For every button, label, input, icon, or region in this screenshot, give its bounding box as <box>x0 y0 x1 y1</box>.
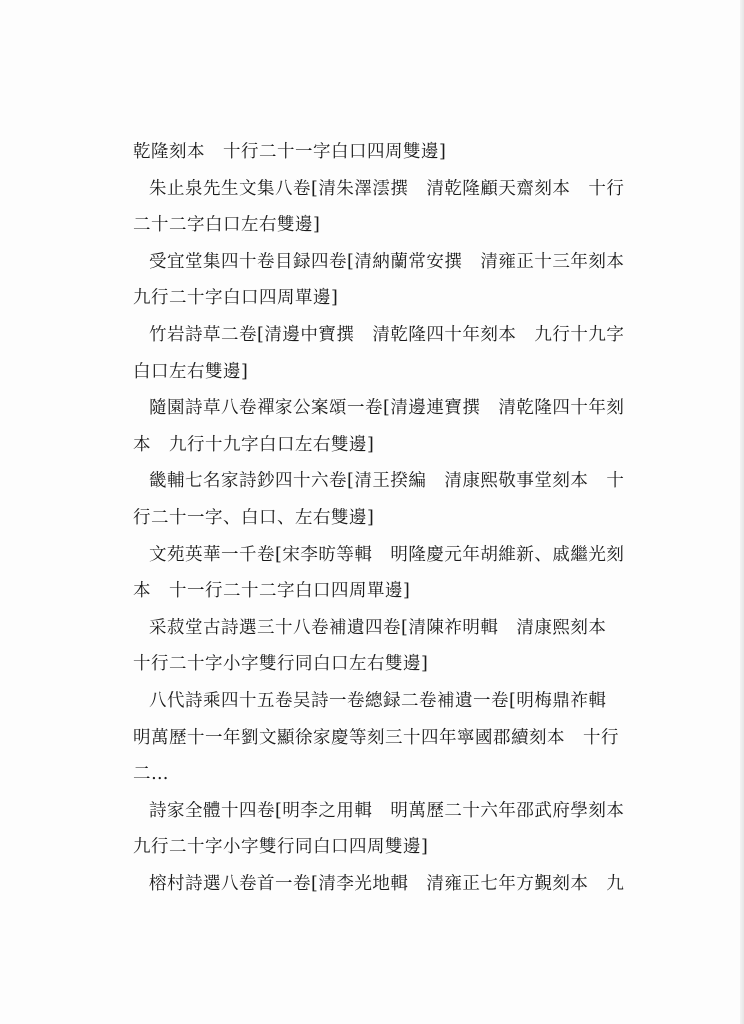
text-line: 本 十一行二十二字白口四周單邊] <box>133 581 411 602</box>
text-line: 文苑英華一千卷[宋李昉等輯 明隆慶元年胡維新、戚繼光刻 <box>149 544 625 565</box>
text-line: 畿輔七名家詩鈔四十六卷[清王揆編 清康熙敬事堂刻本 十 <box>149 471 625 492</box>
text-line: 二十二字白口左右雙邊] <box>133 215 321 236</box>
text-line: 九行二十字白口四周單邊] <box>133 288 339 309</box>
text-line: 竹岩詩草二卷[清邊中寶撰 清乾隆四十年刻本 九行十九字 <box>149 324 625 345</box>
text-line: 采菽堂古詩選三十八卷補遺四卷[清陳祚明輯 清康熙刻本 <box>149 617 607 638</box>
text-line: 受宜堂集四十卷目録四卷[清納蘭常安撰 清雍正十三年刻本 <box>149 251 625 272</box>
text-line: 榕村詩選八卷首一卷[清李光地輯 清雍正七年方覲刻本 九 <box>149 873 625 894</box>
scan-edge-shadow <box>740 0 744 1024</box>
text-line: 乾隆刻本 十行二十一字白口四周雙邊] <box>133 142 447 162</box>
text-line: 明萬歷十一年劉文顯徐家慶等刻三十四年寧國郡續刻本 十行 <box>133 727 619 748</box>
text-line: 朱止泉先生文集八卷[清朱澤澐撰 清乾隆顧天齋刻本 十行 <box>149 178 625 199</box>
catalog-text-block <box>133 134 625 902</box>
text-line: 行二十一字、白口、左右雙邊] <box>133 507 375 528</box>
text-line: 八代詩乘四十五卷吴詩一卷總録二卷補遺一卷[明梅鼎祚輯 <box>149 690 607 711</box>
text-line: 十行二十字小字雙行同白口左右雙邊] <box>133 654 429 675</box>
text-line: 二… <box>133 764 169 785</box>
text-line: 隨園詩草八卷禪家公案頌一卷[清邊連寶撰 清乾隆四十年刻 <box>149 398 625 419</box>
text-line: 本 九行十九字白口左右雙邊] <box>133 434 375 455</box>
text-line: 詩家全體十四卷[明李之用輯 明萬歷二十六年邵武府學刻本 <box>149 800 625 821</box>
text-line: 白口左右雙邊] <box>133 361 249 382</box>
text-line: 九行二十字小字雙行同白口四周雙邊] <box>133 837 429 858</box>
